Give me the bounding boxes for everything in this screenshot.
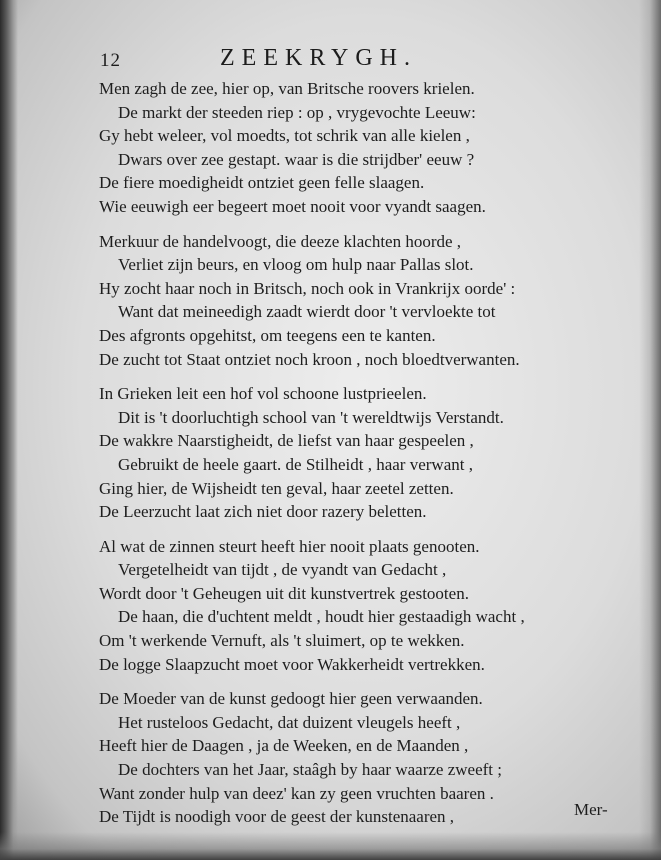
- verse-line: Gebruikt de heele gaart. de Stilheidt , haar verwant ,: [118, 454, 473, 474]
- verse-line: De fiere moedigheidt ontziet geen felle slaagen.: [99, 173, 425, 193]
- verse-line: De markt der steeden riep : op , vrygevochte Leeuw:: [118, 102, 476, 122]
- verse-line: De Moeder van de kunst gedoogt hier geen verwaanden.: [99, 689, 483, 709]
- verse-line: Het rusteloos Gedacht, dat duizent vleugels heeft ,: [118, 712, 461, 732]
- verse-line: De haan, die d'uchtent meldt , houdt hier gestaadigh wacht ,: [118, 607, 525, 627]
- verse-line: Om 't werkende Vernuft, als 't sluimert, op te wekken.: [99, 631, 465, 651]
- verse-line: Wordt door 't Geheugen uit dit kunstvertrek gestooten.: [99, 583, 469, 603]
- stanza: [0, 382, 661, 524]
- poem-body: [0, 77, 661, 840]
- verse-line: De zucht tot Staat ontziet noch kroon , noch bloedtverwanten.: [99, 349, 520, 369]
- verse-line: De Leerzucht laat zich niet door razery beletten.: [99, 502, 427, 522]
- verse-line: Des afgronts opgehitst, om teegens een te kanten.: [99, 325, 436, 345]
- catchword: Mer-: [574, 800, 608, 819]
- verse-line: Al wat de zinnen steurt heeft hier nooit plaats genooten.: [99, 536, 480, 556]
- verse-line: Want zonder hulp van deez' kan zy geen vruchten baaren .: [99, 783, 494, 803]
- stanza: [0, 535, 661, 677]
- verse-line: Wie eeuwigh eer begeert moet nooit voor vyandt saagen.: [99, 196, 486, 216]
- verse-line: De dochters van het Jaar, staâgh by haar waarze zweeft ;: [118, 760, 502, 780]
- verse-line: De wakkre Naarstigheidt, de liefst van haar gespeelen ,: [99, 431, 474, 451]
- verse-line: Gy hebt weleer, vol moedts, tot schrik van alle kielen ,: [99, 126, 470, 146]
- verse-line: Want dat meineedigh zaadt wierdt door 't vervloekte tot: [118, 302, 496, 322]
- verse-line: Dit is 't doorluchtigh school van 't wereldtwijs Verstandt.: [118, 407, 504, 427]
- verse-line: Merkuur de handelvoogt, die deeze klachten hoorde ,: [99, 231, 462, 251]
- verse-line: Heeft hier de Daagen , ja de Weeken, en de Maanden ,: [99, 736, 469, 756]
- verse-line: In Grieken leit een hof vol schoone lustprieelen.: [99, 384, 427, 404]
- running-title: ZEEKRYGH.: [220, 45, 417, 71]
- stanza: [0, 230, 661, 372]
- verse-line: Verliet zijn beurs, en vloog om hulp naar Pallas slot.: [118, 255, 474, 275]
- stanza: [0, 77, 661, 219]
- verse-line: Vergetelheidt van tijdt , de vyandt van Gedacht ,: [118, 560, 447, 580]
- verse-line: Men zagh de zee, hier op, van Britsche roovers krielen.: [99, 79, 475, 98]
- page-number: 12: [100, 50, 121, 71]
- verse-line: Ging hier, de Wijsheidt ten geval, haar zeetel zetten.: [99, 478, 454, 498]
- stanza: [0, 687, 661, 829]
- verse-line: Hy zocht haar noch in Britsch, noch ook in Vrankrijx oorde' :: [99, 278, 516, 298]
- verse-line: De Tijdt is noodigh voor de geest der kunstenaaren ,: [99, 807, 455, 827]
- verse-line: De logge Slaapzucht moet voor Wakkerheidt vertrekken.: [99, 654, 485, 674]
- verse-line: Dwars over zee gestapt. waar is die strijdber' eeuw ?: [118, 149, 475, 169]
